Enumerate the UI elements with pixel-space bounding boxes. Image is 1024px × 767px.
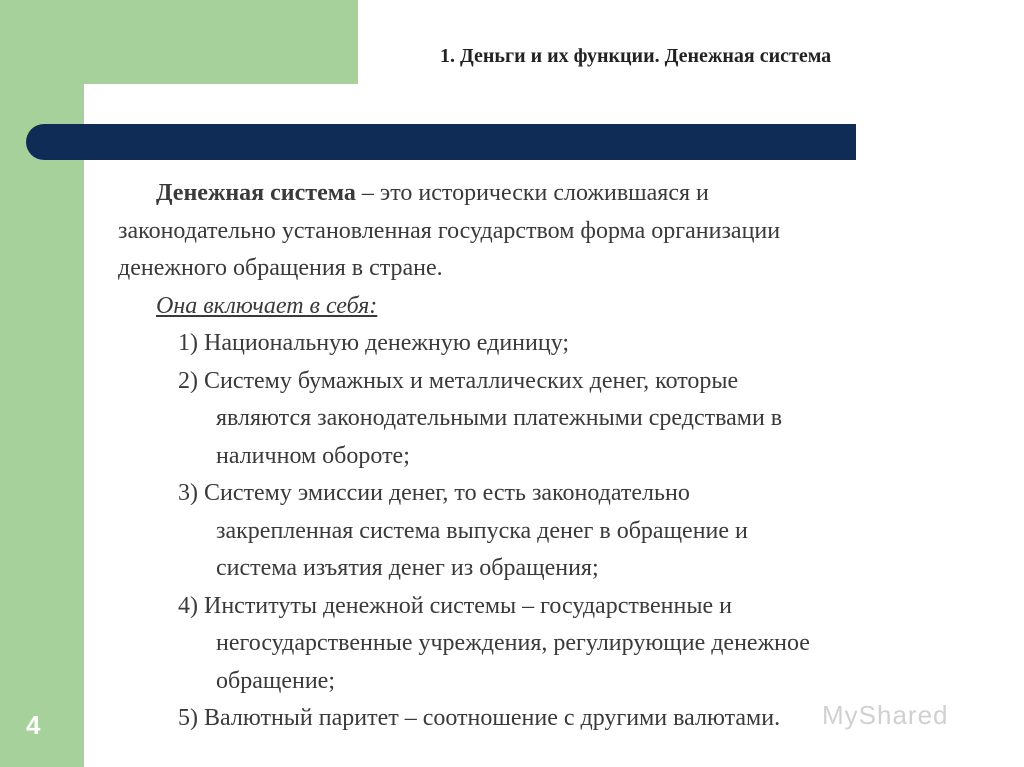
watermark-logo: MyShared [822,700,949,730]
slide-title: 1. Деньги и их функции. Денежная система [440,45,832,67]
definition-line-1 [118,175,1008,213]
definition-term: Денежная система [156,180,356,206]
list-item-2: 2) Систему бумажных и металлических денег, которые [178,367,739,394]
list-item-4-cont: обращение; [216,667,336,694]
left-green-sidebar [0,0,84,767]
list-item-3: 3) Систему эмиссии денег, то есть законодательно [178,480,690,506]
definition-line-2: законодательно установленная государством форма организации [118,217,781,244]
list-item-5: 5) Валютный паритет – соотношение с другими валютами. [178,705,781,731]
top-green-block [84,0,358,84]
list-item-1: 1) Национальную денежную единицу; [178,330,570,356]
list-item-3-cont: система изъятия денег из обращения; [216,555,599,581]
header-divider-bar [26,124,856,160]
list-item-2-cont: наличном обороте; [216,442,410,469]
slide-content [118,175,1008,738]
list-item-2-cont: являются законодательными платежными средствами в [216,405,783,431]
page-number: 4 [26,710,41,740]
definition-text: – это исторически сложившаяся и [355,180,709,206]
list-item-3-cont: закрепленная система выпуска денег в обращение и [216,517,748,544]
subheading: Она включает в себя: [156,292,378,319]
list-item-4: 4) Институты денежной системы – государственные и [178,592,732,619]
list-item-4-cont: негосударственные учреждения, регулирующие денежное [216,630,810,656]
definition-line-3: денежного обращения в стране. [118,255,443,281]
